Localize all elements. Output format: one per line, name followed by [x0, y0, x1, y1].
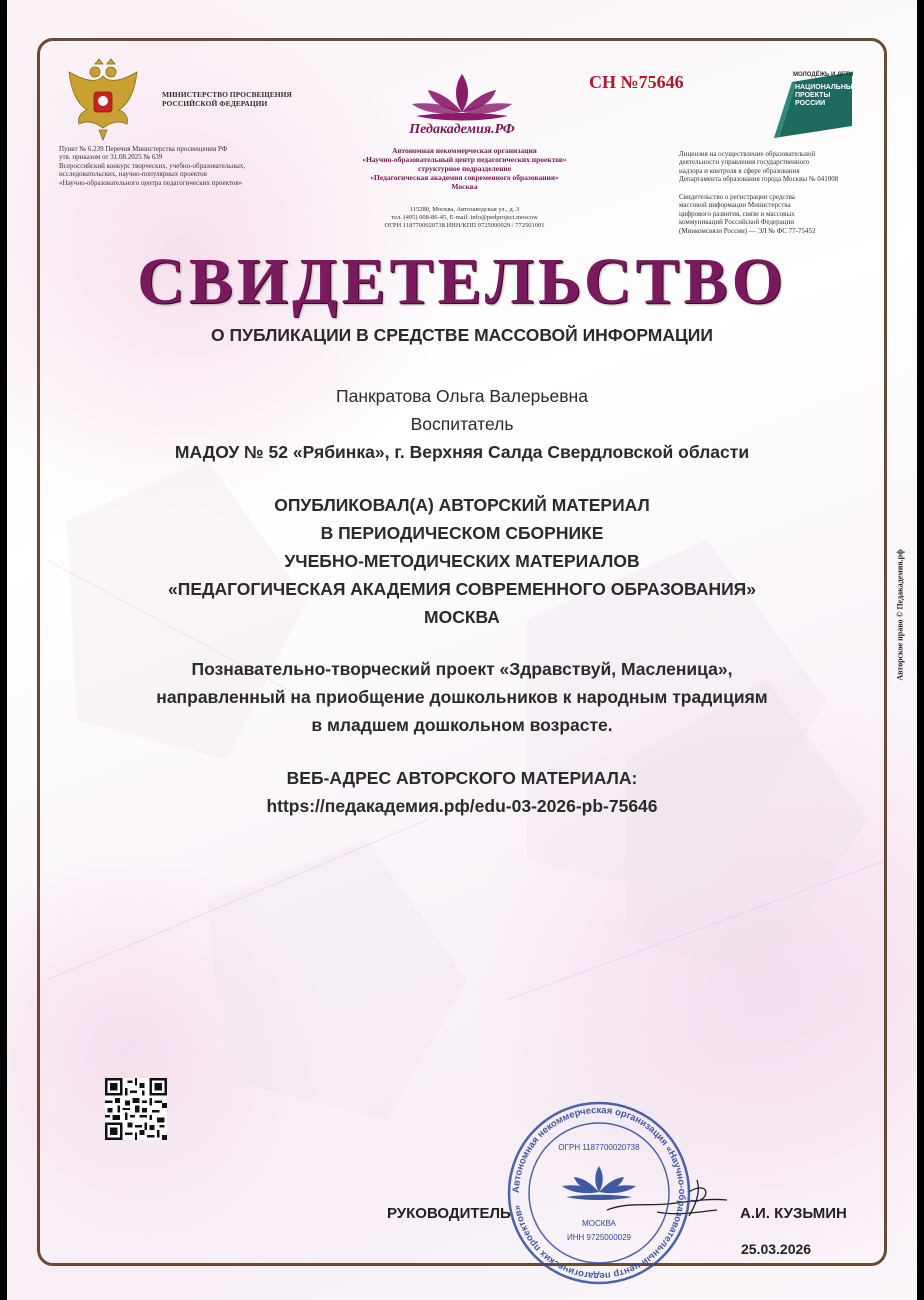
organization-info: Автономная некоммерческая организация «Научно-образовательный центр педагогических проектов» структурное подразделение «Педагогическая академия современного образования» Москва	[362, 146, 567, 191]
recipient-info	[47, 382, 877, 466]
certificate-page	[7, 0, 917, 1300]
national-projects-caption: МОЛОДЁЖЬ И ДЕТИ	[793, 72, 854, 78]
signatory-name: А.И. КУЗЬМИН	[740, 1205, 847, 1222]
lotus-logo-icon	[402, 68, 522, 124]
competition-note: Пункт № 6.239 Перечня Министерства просвещения РФ утв. приказом от 31.08.2025 № 639 Всероссийский конкурс творческих, учебно-образовательных, исследовательских, научно-популярных проектов «Научно-образовательного центра педагогических проектов»	[59, 145, 246, 187]
national-projects-title: НАЦИОНАЛЬНЫЕ ПРОЕКТЫ РОССИИ	[795, 84, 858, 107]
web-address-link[interactable]: https://педакадемия.рф/edu-03-2026-pb-75646	[266, 796, 658, 816]
recipient-position: Воспитатель	[410, 414, 514, 434]
copyright-note: Авторское право © Педакадемия.рф	[895, 549, 905, 681]
qr-code-icon[interactable]	[105, 1078, 167, 1140]
stamp-ring-text: Автономная некоммерческая организация «Научно-образовательный центр педагогических проектов»	[510, 1104, 688, 1282]
eagle-emblem-icon	[57, 58, 149, 142]
publication-statement: ОПУБЛИКОВАЛ(А) АВТОРСКИЙ МАТЕРИАЛ В ПЕРИОДИЧЕСКОМ СБОРНИКЕ УЧЕБНО-МЕТОДИЧЕСКИХ МАТЕРИАЛОВ «ПЕДАГОГИЧЕСКАЯ АКАДЕМИЯ СОВРЕМЕННОГО ОБРАЗОВАНИЯ» МОСКВА	[168, 495, 756, 627]
recipient-name: Панкратова Ольга Валерьевна	[336, 386, 588, 406]
license-info: Лицензия на осуществление образовательной деятельности управления государственного надзора и контроля в сфере образования Департамента образования города Москвы № 041008	[679, 150, 839, 184]
recipient-organization: МАДОУ № 52 «Рябинка», г. Верхняя Салда Свердловской области	[174, 442, 750, 462]
stamp-inn: ИНН 9725000029	[566, 1233, 632, 1242]
material-title: Познавательно-творческий проект «Здравствуй, Масленица», направленный на приобщение дошкольников к народным традициям в младшем дошкольном возрасте.	[156, 659, 768, 735]
signatory-role: РУКОВОДИТЕЛЬ	[387, 1205, 511, 1222]
certificate-number: СН №75646	[589, 72, 684, 92]
web-address-label: ВЕБ-АДРЕС АВТОРСКОГО МАТЕРИАЛА:	[286, 768, 638, 788]
certificate-title: СВИДЕТЕЛЬСТВО	[137, 245, 787, 318]
web-address-section	[47, 764, 877, 820]
media-registration-info: Свидетельство о регистрации средства массовой информации Министерства цифрового развития, связи и массовых коммуникаций Российской Федерации (Минкомсвязи России) — ЭЛ № ФС 77-75452	[679, 193, 816, 235]
ministry-name: МИНИСТЕРСТВО ПРОСВЕЩЕНИЯ РОССИЙСКОЙ ФЕДЕРАЦИИ	[162, 90, 292, 108]
organization-address: 115280, Москва, Автозаводская ул., д. 3 тел. (495) 008-86-45, E-mail: info@pedproject.moscow ОГРН 1187700020738 ИНН/КПП 9725000029 / 772501001	[384, 206, 545, 229]
stamp-ogrn: ОГРН 1187700020738	[558, 1143, 640, 1152]
stamp-city: МОСКВА	[582, 1219, 616, 1228]
logo-title: Педакадемия.РФ	[409, 122, 515, 137]
certificate-subtitle: О ПУБЛИКАЦИИ В СРЕДСТВЕ МАССОВОЙ ИНФОРМАЦИИ	[211, 325, 713, 345]
issue-date: 25.03.2026	[741, 1241, 812, 1257]
organization-stamp-icon	[504, 1098, 694, 1288]
